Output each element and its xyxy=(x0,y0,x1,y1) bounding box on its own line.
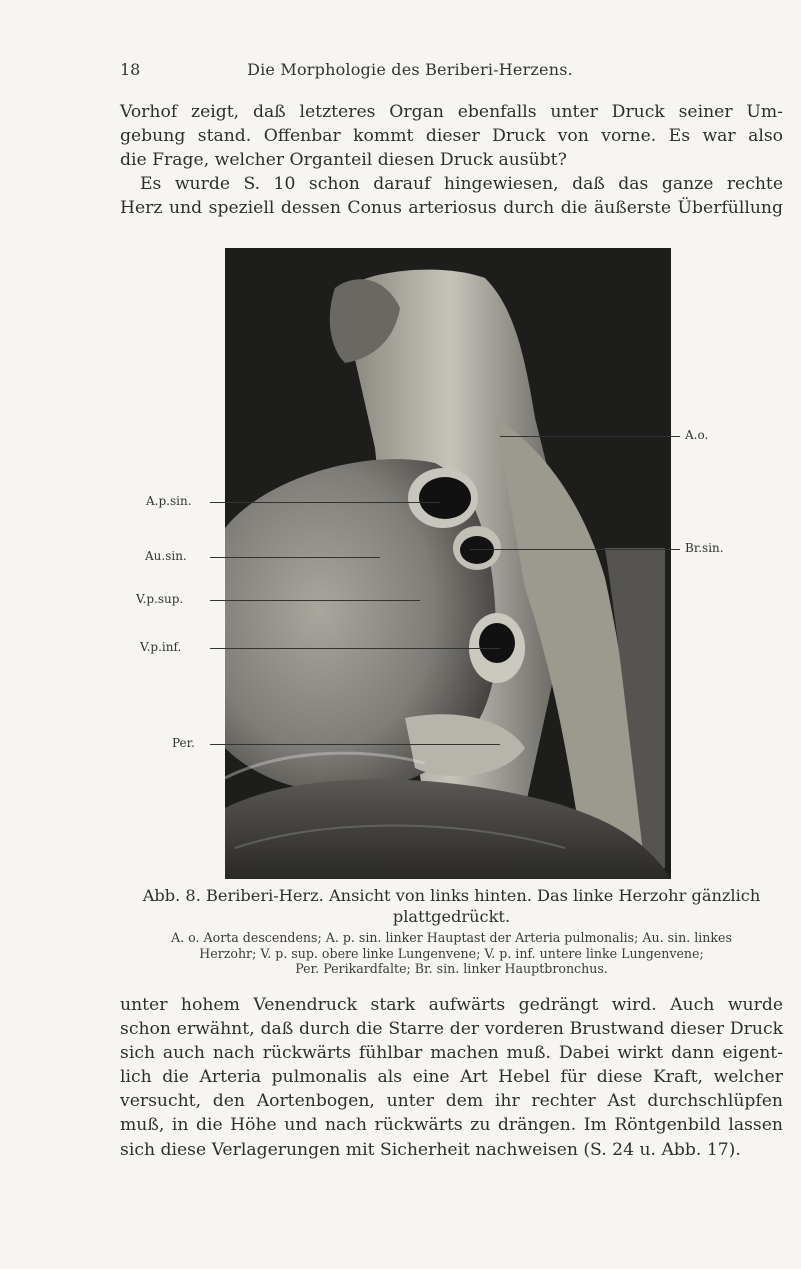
label-lower-vein: V.p.inf. xyxy=(140,640,182,654)
leader-line xyxy=(210,744,500,745)
label-upper-vein: V.p.sup. xyxy=(136,592,184,606)
text-line: die Frage, welcher Organteil diesen Druck ausübt? xyxy=(120,150,567,171)
leader-line xyxy=(210,502,440,503)
text-line: gebung stand. Offenbar kommt dieser Druck von vorne. Es war also xyxy=(120,126,783,147)
anatomical-photo xyxy=(225,248,671,879)
legend-line: Herzohr; V. p. sup. obere linke Lungenvene; V. p. inf. untere linke Lungenvene; xyxy=(199,945,704,961)
legend-line: A. o. Aorta descendens; A. p. sin. linker Hauptast der Arteria pulmonalis; Au. sin. linkes xyxy=(171,930,732,945)
paragraph-top xyxy=(120,100,783,220)
running-title: Die Morphologie des Beriberi-Herzens. xyxy=(247,60,573,79)
leader-line xyxy=(470,549,680,550)
label-aorta: A.o. xyxy=(685,428,709,442)
leader-line xyxy=(210,648,500,649)
text-line: schon erwähnt, daß durch die Starre der vorderen Brustwand dieser Druck xyxy=(120,1019,783,1040)
text-line: Es wurde S. 10 schon darauf hingewiesen, daß das ganze rechte xyxy=(140,174,783,195)
leader-line xyxy=(210,557,380,558)
text-line: sich auch nach rückwärts fühlbar machen muß. Dabei wirkt dann eigent- xyxy=(120,1043,783,1064)
leader-line xyxy=(500,436,680,437)
running-header xyxy=(120,60,700,84)
text-line: Herz und speziell dessen Conus arteriosus durch die äußerste Überfüllung xyxy=(120,198,783,219)
text-line: lich die Arteria pulmonalis als eine Art Hebel für diese Kraft, welcher xyxy=(120,1067,783,1088)
text-line: muß, in die Höhe und nach rückwärts zu drängen. Im Röntgenbild lassen xyxy=(120,1115,783,1136)
label-pericardium: Per. xyxy=(172,736,195,750)
leader-line xyxy=(210,600,420,601)
page-number: 18 xyxy=(120,60,141,79)
label-bronchus: Br.sin. xyxy=(685,541,724,555)
caption-line: Abb. 8. Beriberi-Herz. Ansicht von links hinten. Das linke Herzohr gänzlich xyxy=(142,886,761,905)
photo-drawing xyxy=(225,248,671,879)
text-line: versucht, den Aortenbogen, unter dem ihr rechter Ast durchschlüpfen xyxy=(120,1091,783,1112)
text-line: sich diese Verlagerungen mit Sicherheit nachweisen (S. 24 u. Abb. 17). xyxy=(120,1139,741,1160)
caption-line: plattgedrückt. xyxy=(392,907,511,926)
text-line: Vorhof zeigt, daß letzteres Organ ebenfalls unter Druck seiner Um- xyxy=(120,102,783,122)
label-auricle: Au.sin. xyxy=(145,549,187,563)
label-pulmonary-artery: A.p.sin. xyxy=(146,494,192,508)
figure-legend xyxy=(120,930,783,977)
legend-line: Per. Perikardfalte; Br. sin. linker Hauptbronchus. xyxy=(295,961,608,976)
figure-caption xyxy=(120,885,783,927)
text-line: unter hohem Venendruck stark aufwärts gedrängt wird. Auch wurde xyxy=(120,995,783,1015)
paragraph-bottom xyxy=(120,993,783,1162)
